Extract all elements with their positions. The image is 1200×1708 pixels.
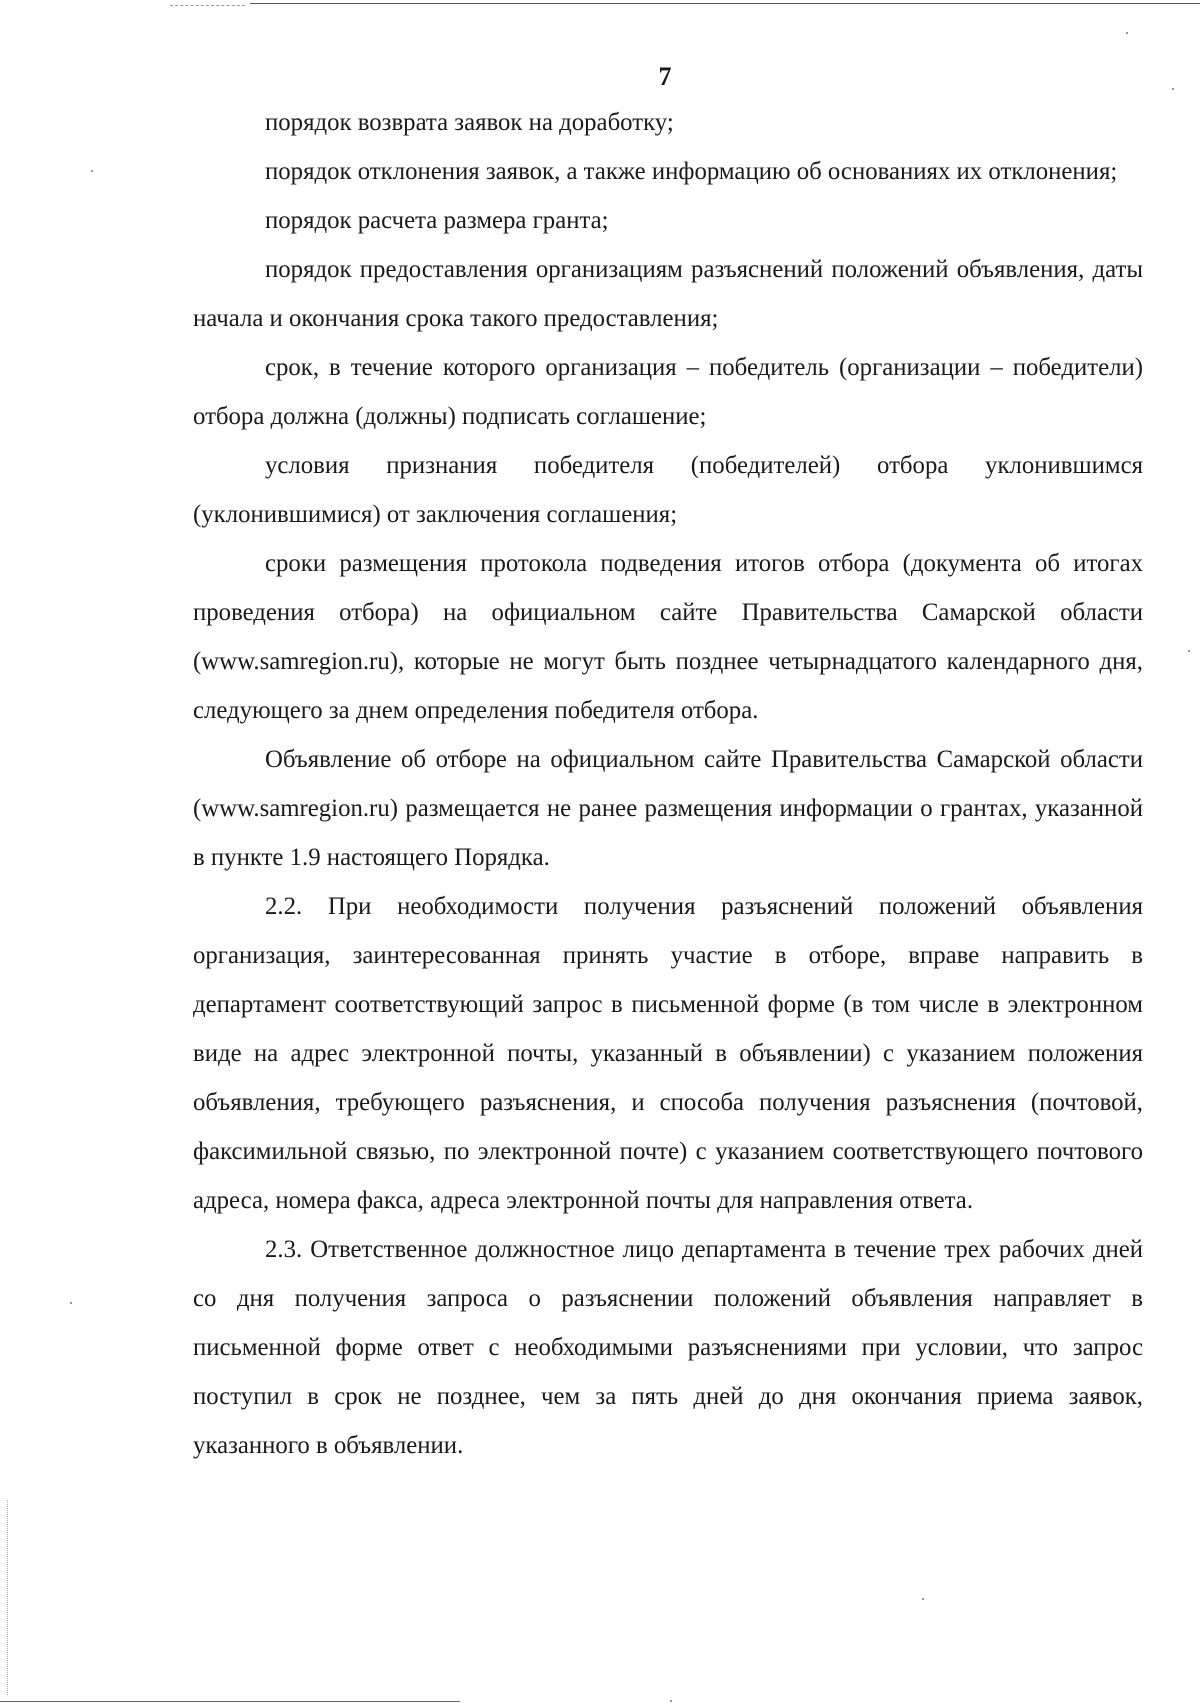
scan-speck bbox=[1126, 32, 1128, 34]
paragraph-clarifications: порядок предоставления организациям разъяснений положений объявления, даты начала и окончания срока такого предоставления; bbox=[193, 256, 1143, 332]
scan-speck bbox=[1188, 650, 1190, 652]
paragraph-return-order: порядок возврата заявок на доработку; bbox=[265, 109, 674, 136]
scan-speck bbox=[91, 170, 93, 172]
document-body bbox=[193, 98, 1143, 1470]
scan-edge-line bbox=[0, 1701, 460, 1702]
paragraph-announcement: Объявление об отборе на официальном сайте Правительства Самарской области (www.samregion.ru) размещается не ранее размещения информации о грантах, указанной в пункте 1.9 настоящего Порядка. bbox=[193, 746, 1143, 871]
paragraph-rejection-order: порядок отклонения заявок, а также информацию об основаниях их отклонения; bbox=[265, 158, 1118, 185]
paragraph-agreement-term: срок, в течение которого организация – победитель (организации – победители) отбора должна (должны) подписать соглашение; bbox=[193, 354, 1143, 430]
scan-edge-line bbox=[250, 3, 1200, 4]
paragraph-evasion-conditions: условия признания победителя (победителей) отбора уклонившимся (уклонившимися) от заключения соглашения; bbox=[193, 452, 1143, 528]
scan-speck bbox=[922, 1598, 924, 1600]
scan-edge-mark bbox=[170, 5, 245, 7]
paragraph-section-2-3: 2.3. Ответственное должностное лицо департамента в течение трех рабочих дней со дня получения запроса о разъяснении положений объявления направляет в письменной форме ответ с необходимыми разъяснениями при условии, что запрос поступил в срок не позднее, чем за пять дней до дня окончания приема заявок, указанного в объявлении. bbox=[193, 1236, 1143, 1459]
paragraph-section-2-2: 2.2. При необходимости получения разъяснений положений объявления организация, заинтересованная принять участие в отборе, вправе направить в департамент соответствующий запрос в письменной форме (в том числе в электронном виде на адрес электронной почты, указанный в объявлении) с указанием положения объявления, требующего разъяснения, и способа получения разъяснения (почтовой, факсимильной связью, по электронной почте) с указанием соответствующего почтового адреса, номера факса, адреса электронной почты для направления ответа. bbox=[193, 893, 1143, 1214]
scan-speck bbox=[70, 1302, 72, 1304]
scan-edge-mark bbox=[7, 1500, 9, 1695]
paragraph-grant-calculation: порядок расчета размера гранта; bbox=[265, 207, 609, 234]
page-number: 7 bbox=[658, 62, 672, 91]
scan-speck bbox=[670, 1700, 672, 1702]
paragraph-protocol-placement: сроки размещения протокола подведения итогов отбора (документа об итогах проведения отбора) на официальном сайте Правительства Самарской области (www.samregion.ru), которые не могут быть позднее четырнадцатого календарного дня, следующего за днем определения победителя отбора. bbox=[193, 550, 1143, 724]
